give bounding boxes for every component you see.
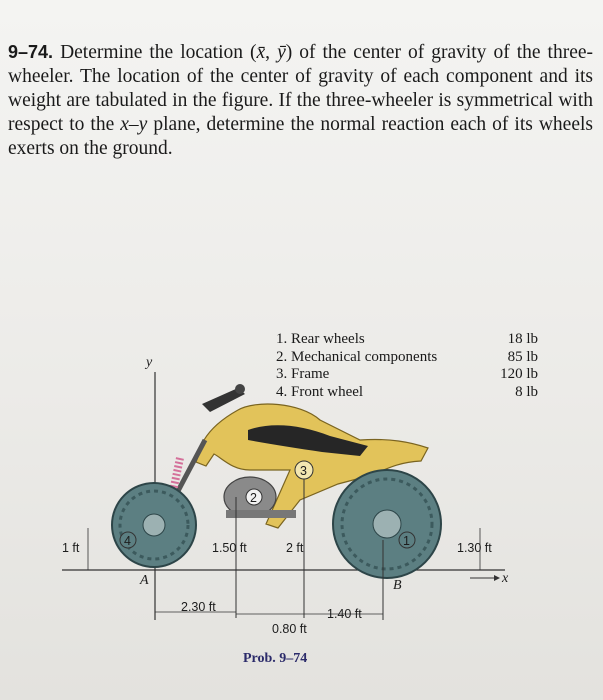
legend-label: 3. Frame	[276, 366, 330, 382]
dim-rear-height: 1.30 ft	[457, 541, 492, 555]
y-axis-label: y	[146, 355, 153, 370]
legend-weight: 8 lb	[515, 383, 538, 400]
x-axis-arrow	[494, 575, 500, 581]
plane-label: x–y	[120, 114, 148, 135]
legend-label: 1. Rear wheels	[276, 331, 365, 347]
xbar-symbol: x̄	[256, 42, 266, 63]
point-a-label: A	[140, 573, 149, 588]
dim-frame-to-b: 1.40 ft	[327, 607, 362, 621]
marker-3: 3	[300, 464, 307, 478]
legend-row-frame	[276, 366, 538, 384]
legend-weight: 18 lb	[507, 331, 538, 347]
problem-text-part2: ) of the center of gravity of the three-wheeler. The location of the center of gravity of each component and its weight are tabulated in the figure. If the three-wheeler is symmetrical with respect to the	[8, 42, 593, 135]
rear-hub	[373, 510, 401, 538]
dim-mech-height: 1.50 ft	[212, 541, 247, 555]
x-axis-label: x	[502, 571, 509, 586]
dim-a-to-mech: 2.30 ft	[181, 600, 216, 614]
problem-text-part3: plane, determine the normal reaction each of its wheels exerts on the ground.	[8, 114, 593, 159]
legend-weight: 85 lb	[507, 348, 538, 365]
figure-caption: Prob. 9–74	[243, 651, 308, 666]
component-legend	[276, 331, 538, 401]
legend-row-front-wheel	[276, 384, 538, 402]
handlebar-grip	[235, 384, 245, 394]
point-b-label: B	[393, 578, 402, 593]
marker-4: 4	[124, 534, 131, 548]
marker-2: 2	[250, 491, 257, 505]
legend-weight: 120 lb	[500, 366, 538, 382]
dim-front-height: 1 ft	[62, 541, 80, 555]
ybar-symbol: ȳ	[277, 42, 286, 63]
marker-1: 1	[403, 534, 410, 548]
legend-label: 2. Mechanical components	[276, 348, 438, 365]
problem-number: 9–74.	[8, 42, 54, 62]
legend-row-mechanical	[276, 349, 538, 367]
problem-text-part1: Determine the location (	[60, 42, 257, 63]
dim-mech-to-frame: 0.80 ft	[272, 622, 307, 636]
legend-label: 4. Front wheel	[276, 383, 364, 400]
dim-frame-height: 2 ft	[286, 541, 304, 555]
coord-separator: ,	[265, 42, 278, 63]
front-hub	[143, 514, 165, 536]
legend-row-rear-wheels	[276, 331, 538, 349]
